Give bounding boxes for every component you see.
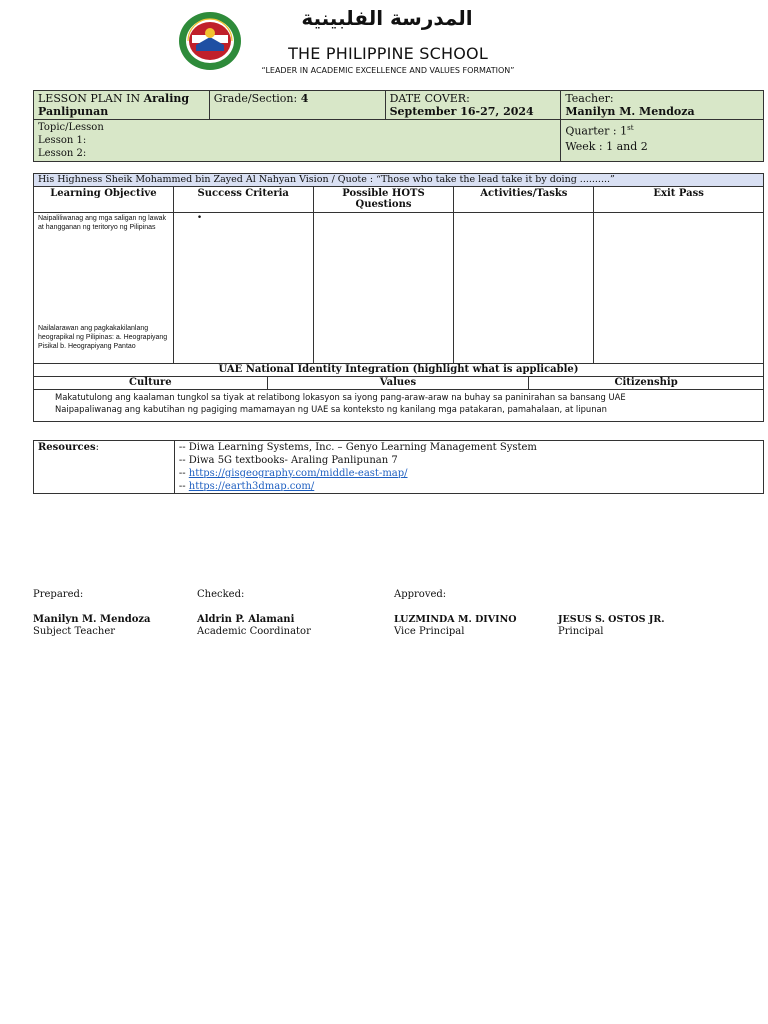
lesson-plan-info-table bbox=[33, 90, 764, 162]
approved-label: Approved: bbox=[394, 589, 447, 600]
signatory-role: Subject Teacher bbox=[33, 626, 116, 637]
grade-value: 4 bbox=[300, 92, 309, 105]
activities-cell bbox=[454, 213, 594, 364]
signatory-coordinator bbox=[197, 614, 311, 638]
success-criteria-cell bbox=[173, 213, 313, 364]
bullet-icon: • bbox=[196, 213, 203, 223]
week-label: Week : 1 and 2 bbox=[565, 139, 648, 153]
quarter-sup: st bbox=[627, 124, 634, 132]
lesson2-label: Lesson 2: bbox=[38, 148, 87, 159]
lesson1-label: Lesson 1: bbox=[38, 135, 87, 146]
col-learning-objective: Learning Objective bbox=[34, 187, 174, 213]
teacher-label: Teacher: bbox=[565, 92, 614, 105]
uae-col-values: Values bbox=[267, 377, 529, 390]
school-name: THE PHILIPPINE SCHOOL bbox=[288, 44, 488, 63]
uae-integration-table bbox=[33, 363, 764, 422]
signatory-role: Vice Principal bbox=[394, 626, 465, 637]
resource-link-gisgeography[interactable]: https://gisgeography.com/middle-east-map/ bbox=[188, 468, 408, 479]
exit-pass-cell bbox=[594, 213, 764, 364]
teacher-cell bbox=[561, 91, 764, 120]
vision-quote: His Highness Sheik Mohammed bin Zayed Al Nahyan Vision / Quote : “Those who take the lead take it by doing ..........” bbox=[34, 174, 764, 187]
signatory-name: Manilyn M. Mendoza bbox=[33, 614, 151, 625]
subject-cell bbox=[34, 91, 210, 120]
resources-label: Resources bbox=[38, 442, 96, 453]
grade-label: Grade/Section: bbox=[213, 92, 301, 105]
learning-objective-cell bbox=[34, 213, 174, 364]
resources-list-cell bbox=[174, 441, 763, 494]
signatory-name: Aldrin P. Alamani bbox=[197, 614, 295, 625]
date-label: DATE COVER: bbox=[389, 92, 470, 105]
signatory-teacher bbox=[33, 614, 151, 638]
uae-col-citizenship: Citizenship bbox=[529, 377, 764, 390]
resource-link-earth3dmap[interactable]: https://earth3dmap.com/ bbox=[188, 481, 315, 492]
school-arabic-name: المدرسة الفلبينية bbox=[301, 6, 473, 30]
resource-item: -- Diwa Learning Systems, Inc. – Genyo Learning Management System bbox=[178, 442, 537, 453]
objectives-table bbox=[33, 173, 764, 364]
signatory-name: LUZMINDA M. DIVINO bbox=[394, 614, 517, 625]
subject-name-1: Araling bbox=[143, 92, 190, 105]
uae-text-cell bbox=[34, 390, 764, 422]
hots-questions-cell bbox=[313, 213, 454, 364]
objective-2: Nailalarawan ang pagkakakilanlang heograpikal ng Pilipinas: a. Heograpiyang Pisikal b. Heograpiyang Pantao bbox=[38, 325, 168, 350]
quarter-week-cell bbox=[561, 120, 764, 162]
col-success-criteria: Success Criteria bbox=[173, 187, 313, 213]
school-motto: “LEADER IN ACADEMIC EXCELLENCE AND VALUES FORMATION” bbox=[261, 66, 515, 75]
col-hots-questions: Possible HOTS Questions bbox=[313, 187, 454, 213]
topic-cell bbox=[34, 120, 561, 162]
signatory-vice-principal bbox=[394, 614, 517, 638]
col-exit-pass: Exit Pass bbox=[594, 187, 764, 213]
resources-colon: : bbox=[95, 442, 99, 453]
signatory-role: Academic Coordinator bbox=[197, 626, 311, 637]
teacher-value: Manilyn M. Mendoza bbox=[565, 105, 695, 118]
col-activities: Activities/Tasks bbox=[454, 187, 594, 213]
signatory-name: JESUS S. OSTOS JR. bbox=[558, 614, 665, 625]
uae-line-2: Naipapaliwanag ang kabutihan ng pagiging mamamayan ng UAE sa konteksto ng kanilang mga patakaran, pamahalaan, at lipunan bbox=[55, 404, 607, 414]
link-prefix: -- bbox=[178, 468, 189, 479]
date-cell bbox=[385, 91, 561, 120]
resource-link-row bbox=[179, 480, 759, 493]
quarter-label: Quarter : 1 bbox=[565, 124, 628, 138]
topic-label: Topic/Lesson bbox=[38, 122, 104, 133]
resources-table bbox=[33, 440, 764, 494]
signatory-role: Principal bbox=[558, 626, 604, 637]
resource-link-row bbox=[179, 467, 759, 480]
link-prefix: -- bbox=[178, 481, 189, 492]
uae-col-culture: Culture bbox=[34, 377, 268, 390]
prepared-label: Prepared: bbox=[33, 589, 84, 600]
uae-title: UAE National Identity Integration (highlight what is applicable) bbox=[34, 364, 764, 377]
objective-1: Naipaliliwanag ang mga saligan ng lawak at hangganan ng teritoryo ng Pilipinas bbox=[38, 215, 167, 231]
subject-name-2: Panlipunan bbox=[38, 105, 109, 118]
uae-line-1: Makatutulong ang kaalaman tungkol sa tiyak at relatibong lokasyon sa iyong pang-araw-araw na buhay sa paninirahan sa bansang UAE bbox=[55, 392, 626, 402]
resources-label-cell bbox=[34, 441, 175, 494]
resource-item: -- Diwa 5G textbooks- Araling Panlipunan 7 bbox=[178, 455, 398, 466]
grade-cell bbox=[209, 91, 385, 120]
subject-prefix: LESSON PLAN IN bbox=[38, 92, 144, 105]
signatory-principal bbox=[558, 614, 665, 638]
date-value: September 16-27, 2024 bbox=[389, 105, 534, 118]
checked-label: Checked: bbox=[197, 589, 245, 600]
